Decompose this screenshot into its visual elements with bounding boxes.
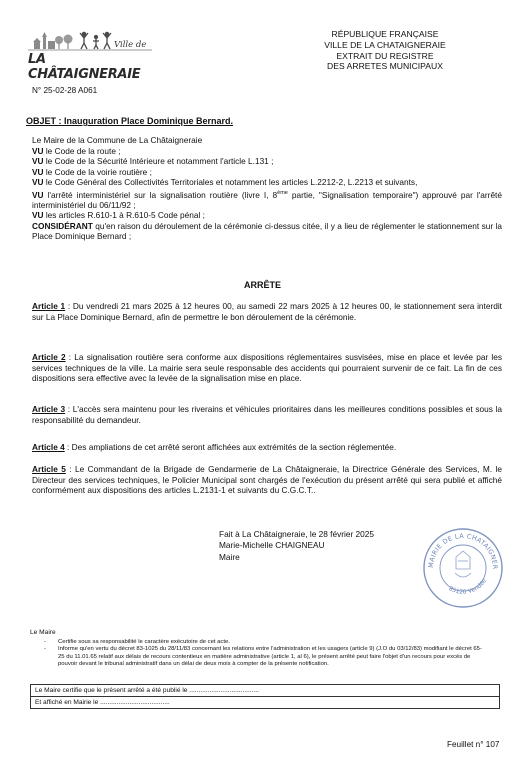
header-line-town: VILLE DE LA CHATAIGNERAIE bbox=[324, 39, 446, 50]
logo-small-text: Ville de bbox=[114, 40, 147, 50]
vu-code-securite: VU le Code de la Sécurité Intérieure et notamment l'article L.131 ; bbox=[32, 156, 274, 166]
objet-title: OBJET : Inauguration Place Dominique Bernard. bbox=[26, 116, 234, 126]
stamp-seal-icon bbox=[420, 525, 506, 611]
publication-certificate-box bbox=[30, 684, 500, 709]
town-logo bbox=[26, 28, 156, 82]
article-5: Article 5 : Le Commandant de la Brigade de Gendarmerie de La Châtaigneraie, la Directrice Générale des Services, M. le Directeur des services techniques, le Policier Municipal sont chargés de l'exécution du présent arrêté qui sera publié et affiché conformément aux dispositions des articles L.2131-1 et suivants du C.G.C.T.. bbox=[32, 464, 503, 495]
signature-role: Maire bbox=[219, 551, 240, 562]
considerant: CONSIDÉRANT qu'en raison du déroulement de la cérémonie ci-dessus citée, il y a lieu de réglementer le stationnement sur la Place Dominique Bernard ; bbox=[32, 220, 502, 242]
arrete-number: N° 25-02-28 A061 bbox=[32, 86, 98, 95]
preamble-intro: Le Maire de la Commune de La Châtaigneraie bbox=[32, 135, 203, 145]
header-line-register: DES ARRETES MUNICIPAUX bbox=[327, 61, 443, 72]
logo-town-name: LA CHÂTAIGNERAIE bbox=[28, 52, 141, 82]
svg-text:85120 Vendée: 85120 Vendée bbox=[447, 577, 489, 596]
cert-published-row: Le Maire certifie que le présent arrêté a été publié le ...................................... bbox=[35, 687, 259, 694]
signature-place-date: Fait à La Châtaigneraie, le 28 février 2025 bbox=[219, 529, 374, 539]
article-2: Article 2 : La signalisation routière sera conforme aux dispositions réglementaires susvisées, mise en place et levée par les services techniques de la ville. La mairie sera seule responsable des accidents qui pourraient survenir de ce fait. La fin de ces dispositions sera effective avec la levée de la signalisation mise en place. bbox=[32, 352, 502, 383]
footer-maire-label: Le Maire bbox=[30, 629, 56, 636]
vu-code-voirie: VU le Code de la voirie routière ; bbox=[32, 166, 152, 177]
signature-block bbox=[219, 529, 374, 563]
signature-name: Marie-Michelle CHAIGNEAU bbox=[219, 540, 325, 551]
article-4: Article 4 : Des ampliations de cet arrêté seront affichées aux extrémités de la section réglementée. bbox=[32, 442, 397, 452]
preamble bbox=[32, 135, 502, 242]
footer-note-recours: - Informe qu'en vertu du décret 83-1025 du 28/11/83 concernant les relations entre l'administration et les usagers (article 9) (J.O du 03/12/83) modifiant le décret 65-25 du 11.01.65 relatif aux délais de recours contentieux en matière administrative (article 1, al 6), le présent arrêté peut faire l'objet d'un recours pour excès de pouvoir devant le tribunal administratif dans un délai de deux mois à compter de la présente notification. bbox=[44, 646, 482, 668]
mairie-stamp bbox=[420, 525, 506, 616]
article-1: Article 1 : Du vendredi 21 mars 2025 à 12 heures 00, au samedi 22 mars 2025 à 12 heures 00, le stationnement sera interdit sur La Place Dominique Bernard, afin de permettre le bon déroulement de la cérémonie. bbox=[32, 301, 502, 322]
vu-arrete-interministeriel: VU l'arrêté interministériel sur la signalisation routière (livre I, 8ème partie, "Signalisation temporaire") approuvé par l'arrêté interministériel du 06/11/92 ; bbox=[32, 189, 502, 210]
vu-code-penal: VU les articles R.610-1 à R.610-5 Code pénal ; bbox=[32, 210, 205, 221]
article-3: Article 3 : L'accès sera maintenu pour les riverains et véhicules prioritaires dans les meilleures conditions possibles et sous la responsabilité du demandeur. bbox=[32, 404, 502, 425]
vu-cgct: VU le Code Général des Collectivités Territoriales et notamment les articles L.2212-2, L.2213 et suivants, bbox=[32, 177, 418, 187]
feuillet-number: Feuillet n° 107 bbox=[447, 740, 500, 749]
document-header bbox=[270, 29, 500, 72]
svg-text:MAIRIE DE LA CHATAIGNERAIE: MAIRIE DE LA CHATAIGNER bbox=[426, 531, 500, 570]
footer-legal-notes bbox=[44, 639, 484, 669]
cert-posted-row: Et affiché en Mairie le ...................................... bbox=[31, 696, 499, 708]
header-line-extract: EXTRAIT DU REGISTRE bbox=[336, 50, 434, 61]
vu-code-route: VU le Code de la route ; bbox=[32, 145, 121, 156]
arrete-heading: ARRÊTE bbox=[243, 280, 281, 290]
header-line-republic: RÉPUBLIQUE FRANÇAISE bbox=[331, 29, 439, 39]
footer-note-executoire: - Certifie sous sa responsabilité le caractère exécutoire de cet acte. bbox=[44, 639, 230, 645]
